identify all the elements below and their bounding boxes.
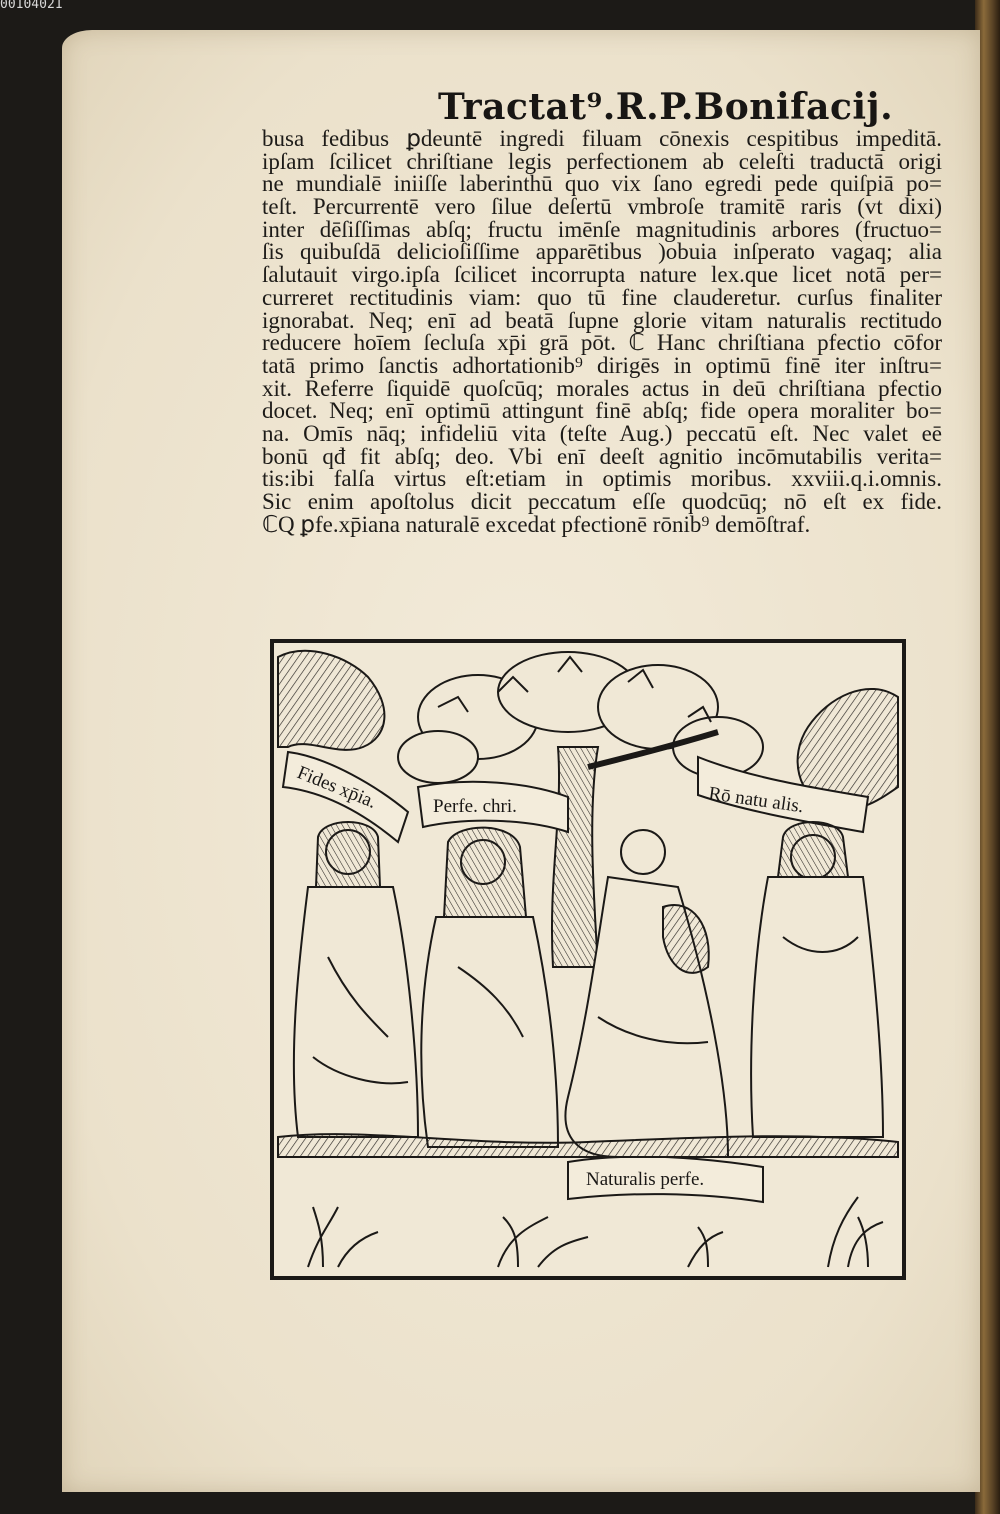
banner-text: Rō natu alis. <box>707 783 805 818</box>
woodcut-illustration <box>268 637 908 1282</box>
text-line: tis:ibi falſa virtus eſt:etiam in optimis moribus. xxviii.q.i.omnis. <box>262 466 942 492</box>
text-line: ſalutauit virgo.ipſa ſcilicet incorrupta nature lex.que licet notā per= <box>262 262 942 288</box>
text-line: tatā primo ſanctis adhortationib⁹ dirigēs in optimū finē iter inſtru= <box>262 352 942 378</box>
running-head: Tractat⁹.R.P.Bonifacij. <box>438 86 894 128</box>
text-line: bonū qđ fit abſq; deo. Vbi enī deeſt agnitio incōmutabilis verita= <box>262 443 942 469</box>
text-line: Sic enim apoſtolus dicit peccatum eſſe quodcūq; nō eſt ex fide. <box>262 489 942 514</box>
body-text <box>262 128 942 536</box>
text-line: ne mundialē iniiſſe laberinthū quo vix ſano egredi pede quiſpiā po= <box>262 171 942 197</box>
text-line: teſt. Percurrentē vero ſilue deſertū vmbroſe tramitē raris (vt dixi) <box>262 194 942 220</box>
text-line: curreret rectitudinis viam: quo tū fine clauderetur. curſus finaliter <box>262 284 942 310</box>
banner-text: Fides xp̄ia. <box>294 762 380 813</box>
text-line: ignorabat. Neq; enī ad beatā ſupne glorie vitam naturalis rectitudo <box>262 307 942 333</box>
banner-text: Perfe. chri. <box>433 796 517 817</box>
text-line: ſis quibuſdā delicioſiſſime apparētibus )obuia inſperato vagaq; alia <box>262 239 942 265</box>
banner-text: Naturalis perfe. <box>586 1169 705 1190</box>
text-line: ipſam ſcilicet chriſtiane legis perfectionem ab celeſti traductā origi <box>262 148 942 174</box>
text-line: inter dēſiſſimas abſq; fructu imēnſe magnitudinis arbores (fructuo= <box>262 216 942 242</box>
text-line: ℂQ ꝑfe.xp̄iana naturalē excedat pfectionē rōnib⁹ demōſtraf. <box>262 511 811 537</box>
text-line: na. Omīs nāq; infideliū vita (teſte Aug.) peccatū eſt. Nec valet eē <box>262 420 942 446</box>
text-line: reducere hoīem ſecluſa xp̄i grā pōt. ℂ Hanc chriſtiana pfectio cōfor <box>262 330 942 356</box>
text-line: docet. Neq; enī optimū attingunt finē abſq; fide opera moraliter bo= <box>262 398 942 424</box>
text-line: xit. Referre ſiquidē quoſcūq; morales actus in deū chriſtiana pfectio <box>262 375 942 401</box>
text-line: busa fedibus ꝑdeuntē ingredi filuam cōnexis cespitibus impeditā. <box>262 126 942 151</box>
scan-label: 00104021 <box>0 0 63 12</box>
